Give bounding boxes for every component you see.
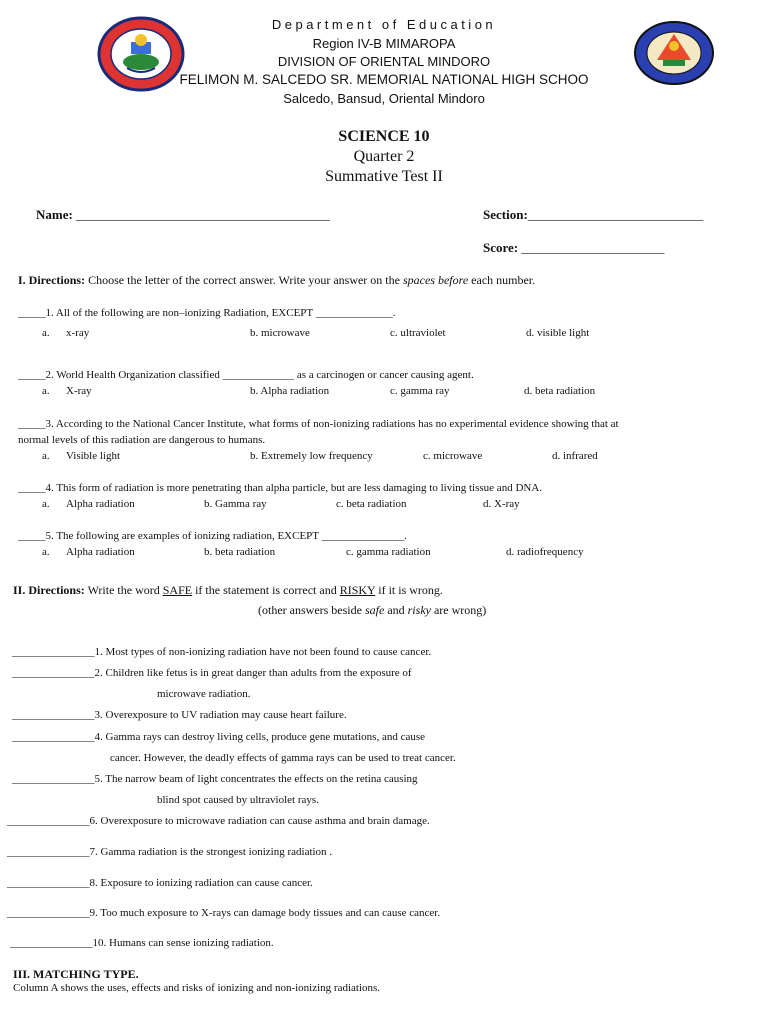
safe-keyword: SAFE [162, 583, 193, 597]
tf-item-9 [7, 907, 440, 919]
q2-choice-a-prefix: a. [42, 385, 50, 397]
part3-text: Column A shows the uses, effects and risks of ionizing and non-ionizing radiations. [13, 982, 381, 994]
note-a: (other answers beside [258, 603, 362, 617]
tf-item-2 [12, 667, 412, 679]
tf-text: 10. Humans can sense ionizing radiation. [92, 937, 274, 949]
q5-question [18, 530, 407, 542]
note-and: and [387, 603, 405, 617]
q2-choice-c: c. gamma ray [390, 385, 450, 397]
q3-choice-a-prefix: a. [42, 450, 50, 462]
q3-question [18, 418, 619, 430]
tf-item-4-cont: cancer. However, the deadly effects of gamma rays can be used to treat cancer. [110, 752, 456, 764]
tf-item-4 [12, 731, 425, 743]
q4-choice-c: c. beta radiation [336, 498, 407, 510]
tf-item-6 [7, 815, 430, 827]
subject-title: SCIENCE 10 [338, 128, 430, 145]
tf-text: 2. Children like fetus is in great danger than adults from the exposure of [94, 667, 412, 679]
q1-question [18, 307, 395, 319]
school-heading: FELIMON M. SALCEDO SR. MEMORIAL NATIONAL HIGH SCHOO [179, 72, 589, 87]
score-line: ______________________ [521, 240, 665, 255]
q5-choice-b: b. beta radiation [204, 546, 276, 558]
q-text: According to the National Cancer Institute, what forms of non-ionizing radiations has no experimental evidence showing that at [55, 418, 619, 430]
q-number: 4. [45, 482, 54, 494]
tf-item-7 [7, 846, 332, 858]
score-field[interactable] [483, 240, 664, 256]
answer-blank[interactable]: _______________ [7, 815, 90, 827]
q-text: The following are examples of ionizing radiation, EXCEPT _______________. [56, 530, 407, 542]
q4-choice-a-prefix: a. [42, 498, 50, 510]
tf-item-5 [12, 773, 418, 785]
tf-text: 1. Most types of non-ionizing radiation have not been found to cause cancer. [94, 646, 432, 658]
score-label: Score: [483, 240, 519, 255]
q-number: 2. [45, 369, 54, 381]
answer-blank[interactable]: _______________ [10, 937, 93, 949]
name-field[interactable] [36, 207, 330, 223]
q-number: 3. [45, 418, 54, 430]
q2-choice-d: d. beta radiation [524, 385, 596, 397]
q1-choice-a: x-ray [66, 327, 90, 339]
tf-item-10 [10, 937, 274, 949]
part2-text-c: if it is wrong. [378, 583, 443, 597]
q1-choice-a-prefix: a. [42, 327, 50, 339]
tf-text: 4. Gamma rays can destroy living cells, produce gene mutations, and cause [94, 731, 426, 743]
department-heading: Department of Education [271, 17, 497, 32]
tf-item-8 [7, 877, 313, 889]
q4-choice-a: Alpha radiation [66, 498, 135, 510]
name-label: Name: [36, 207, 73, 222]
tf-item-1 [12, 646, 431, 658]
section-line: ___________________________ [527, 207, 704, 222]
q1-choice-c: c. ultraviolet [390, 327, 446, 339]
quarter-title: Quarter 2 [353, 148, 415, 165]
q3-choice-b: b. Extremely low frequency [250, 450, 373, 462]
region-heading: Region IV-B MIMAROPA [312, 36, 456, 51]
q5-choice-a-prefix: a. [42, 546, 50, 558]
answer-blank[interactable]: _____ [18, 307, 46, 319]
test-title: Summative Test II [325, 168, 443, 185]
division-heading: DIVISION OF ORIENTAL MINDORO [277, 54, 491, 69]
tf-text: 8. Exposure to ionizing radiation can cause cancer. [89, 877, 313, 889]
q1-choice-b: b. microwave [250, 327, 310, 339]
q4-question [18, 482, 542, 494]
q3-choice-d: d. infrared [552, 450, 598, 462]
q3-choice-a: Visible light [66, 450, 121, 462]
note-b: are wrong) [433, 603, 487, 617]
q-text: World Health Organization classified _____________ as a carcinogen or cancer causing agent. [56, 369, 474, 381]
part2-note [258, 603, 486, 618]
answer-blank[interactable]: _______________ [7, 877, 90, 889]
part2-text-a: Write the word [87, 583, 160, 597]
section-label: Section: [483, 207, 528, 222]
tf-text: 3. Overexposure to UV radiation may cause heart failure. [94, 709, 347, 721]
part1-text-b: each number. [471, 273, 536, 287]
q-text: This form of radiation is more penetrating than alpha particle, but are less damaging to living tissue and DNA. [56, 482, 543, 494]
q4-choice-d: d. X-ray [483, 498, 520, 510]
name-line: _______________________________________ [76, 207, 330, 222]
risky-keyword: RISKY [339, 583, 376, 597]
q-text: All of the following are non–ionizing Radiation, EXCEPT ______________. [55, 307, 396, 319]
part1-text-a: Choose the letter of the correct answer. Write your answer on the [88, 273, 400, 287]
answer-blank[interactable]: _____ [18, 369, 46, 381]
q3-question-cont: normal levels of this radiation are dangerous to humans. [18, 434, 266, 446]
tf-item-5-cont: blind spot caused by ultraviolet rays. [157, 794, 319, 806]
q-number: 5. [45, 530, 54, 542]
answer-blank[interactable]: _____ [18, 482, 46, 494]
part3-heading: III. MATCHING TYPE. [13, 967, 139, 981]
answer-blank[interactable]: _____ [18, 530, 46, 542]
tf-item-2-cont: microwave radiation. [157, 688, 251, 700]
answer-blank[interactable]: _____ [18, 418, 46, 430]
q3-choice-c: c. microwave [423, 450, 483, 462]
part2-text-b: if the statement is correct and [195, 583, 337, 597]
q2-choice-b: b. Alpha radiation [250, 385, 330, 397]
part1-text-em: spaces before [402, 273, 469, 287]
q-number: 1. [45, 307, 54, 319]
tf-text: 9. Too much exposure to X-rays can damage body tissues and can cause cancer. [89, 907, 441, 919]
part2-label: II. Directions: [13, 583, 85, 597]
address-heading: Salcedo, Bansud, Oriental Mindoro [283, 91, 485, 106]
answer-blank[interactable]: _______________ [7, 846, 90, 858]
q2-question [18, 369, 474, 381]
q2-choice-a: X-ray [66, 385, 92, 397]
part2-directions [13, 583, 443, 598]
q5-choice-c: c. gamma radiation [346, 546, 431, 558]
answer-blank[interactable]: _______________ [12, 709, 95, 721]
q5-choice-a: Alpha radiation [66, 546, 135, 558]
tf-item-3 [12, 709, 347, 721]
tf-text: 5. The narrow beam of light concentrates the effects on the retina causing [94, 773, 418, 785]
note-safe: safe [364, 603, 385, 617]
q5-choice-d: d. radiofrequency [506, 546, 584, 558]
part1-directions [18, 273, 535, 288]
q4-choice-b: b. Gamma ray [204, 498, 267, 510]
tf-text: 6. Overexposure to microwave radiation can cause asthma and brain damage. [89, 815, 430, 827]
answer-blank[interactable]: _______________ [12, 773, 95, 785]
q1-choice-d: d. visible light [526, 327, 590, 339]
answer-blank[interactable]: _______________ [12, 667, 95, 679]
answer-blank[interactable]: _______________ [12, 731, 95, 743]
part1-label: I. Directions: [18, 273, 86, 287]
answer-blank[interactable]: _______________ [12, 646, 95, 658]
note-risky: risky [407, 603, 431, 617]
tf-text: 7. Gamma radiation is the strongest ionizing radiation . [89, 846, 333, 858]
answer-blank[interactable]: _______________ [7, 907, 90, 919]
section-field[interactable] [483, 207, 703, 223]
